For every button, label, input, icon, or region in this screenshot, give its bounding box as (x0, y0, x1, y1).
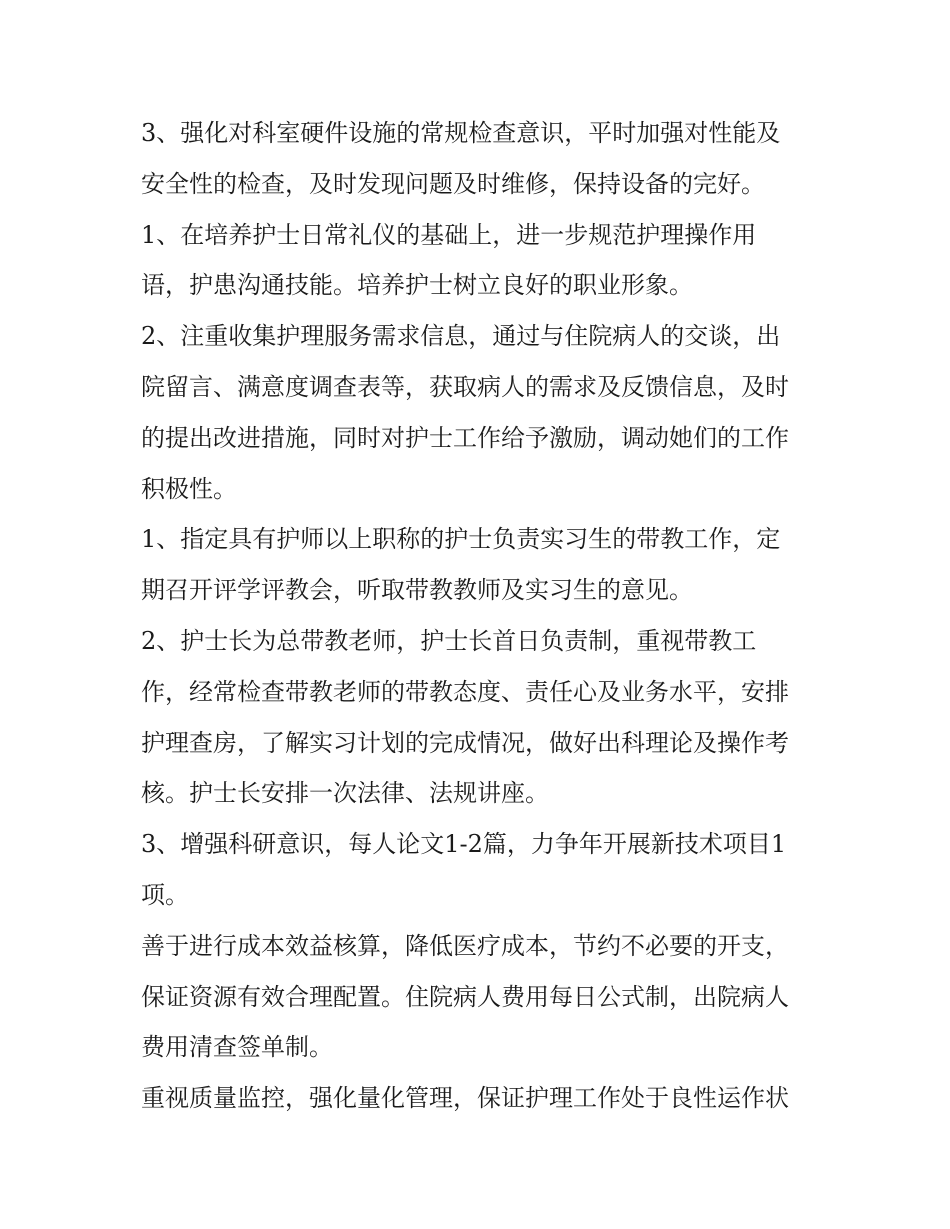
text-line: 1、指定具有护师以上职称的护士负责实习生的带教工作，定 (141, 525, 781, 554)
text-line: 保证资源有效合理配置。住院病人费用每日公式制，出院病人 (141, 982, 789, 1011)
document-body (141, 108, 816, 1124)
text-line: 费用清查签单制。 (141, 1033, 333, 1062)
text-line: 3、强化对科室硬件设施的常规检查意识，平时加强对性能及 (141, 119, 781, 147)
text-line: 期召开评学评教会，听取带教教师及实习生的意见。 (141, 576, 693, 605)
text-line: 积极性。 (141, 474, 237, 503)
text-line: 的提出改进措施，同时对护士工作给予激励，调动她们的工作 (141, 423, 789, 452)
text-line: 2、护士长为总带教老师，护士长首日负责制，重视带教工 (141, 626, 757, 655)
text-line: 核。护士长安排一次法律、法规讲座。 (141, 779, 549, 808)
text-line: 安全性的检查，及时发现问题及时维修，保持设备的完好。 (141, 169, 765, 198)
text-line: 作，经常检查带教老师的带教态度、责任心及业务水平，安排 (141, 677, 789, 706)
text-line: 项。 (141, 880, 189, 909)
text-line: 护理查房，了解实习计划的完成情况，做好出科理论及操作考 (141, 728, 789, 757)
text-line: 语，护患沟通技能。培养护士树立良好的职业形象。 (141, 271, 693, 300)
text-line: 重视质量监控，强化量化管理，保证护理工作处于良性运作状 (141, 1084, 789, 1113)
text-line: 2、注重收集护理服务需求信息，通过与住院病人的交谈，出 (141, 322, 781, 351)
text-line: 1、在培养护士日常礼仪的基础上，进一步规范护理操作用 (141, 220, 757, 249)
text-line: 3、增强科研意识，每人论文1-2篇，力争年开展新技术项目1 (141, 830, 787, 859)
text-line: 善于进行成本效益核算，降低医疗成本，节约不必要的开支， (141, 931, 789, 960)
text-line: 院留言、满意度调查表等，获取病人的需求及反馈信息，及时 (141, 372, 789, 401)
